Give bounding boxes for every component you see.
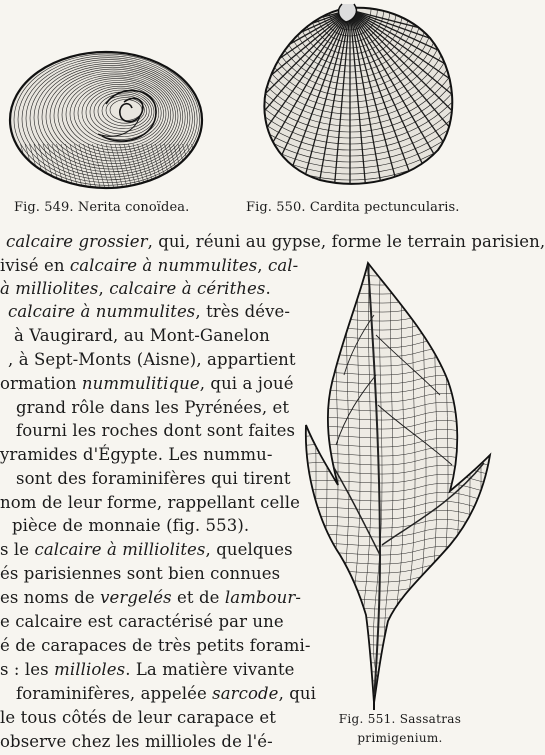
text-run: . La matière vivante xyxy=(125,660,295,679)
text-line: e calcaire est caractérisé par une xyxy=(0,612,284,631)
text-line: fourni les roches dont sont faites xyxy=(16,421,296,440)
figure-551-caption-line1: Fig. 551. Sassatras xyxy=(338,712,462,726)
term-italic: nummulitique xyxy=(81,374,200,393)
text-run: s : les xyxy=(0,660,55,679)
text-line xyxy=(0,659,295,681)
term-italic: calcaire à nummulites xyxy=(69,256,258,275)
text-line: sont des foraminifères qui tirent xyxy=(16,469,291,488)
text-line xyxy=(0,278,271,300)
text-run: , qui, réuni au gypse, forme le terrain parisien, xyxy=(147,232,545,251)
text-line: yramides d'Égypte. Les nummu- xyxy=(0,445,273,464)
text-run: et de xyxy=(171,588,225,607)
text-run: s le xyxy=(0,540,35,559)
text-line xyxy=(8,301,290,323)
text-line xyxy=(0,539,293,561)
figure-550-caption: Fig. 550. Cardita pectuncularis. xyxy=(246,200,460,215)
text-run: . xyxy=(265,279,271,298)
text-line xyxy=(0,255,298,277)
text-run: foraminifères, appelée xyxy=(16,684,213,703)
text-line xyxy=(16,683,316,705)
term-italic: vergelés xyxy=(100,588,172,607)
text-run: , quelques xyxy=(205,540,293,559)
text-line: le tous côtés de leur carapace et xyxy=(0,708,276,727)
figure-549-caption: Fig. 549. Nerita conoïdea. xyxy=(14,200,190,215)
text-line: nom de leur forme, rappellant celle xyxy=(0,493,300,512)
nerita-shell-engraving xyxy=(6,44,208,194)
term-italic: calcaire à milliolites xyxy=(34,540,206,559)
text-run: ormation xyxy=(0,374,82,393)
text-line xyxy=(6,231,545,253)
text-run: , xyxy=(257,256,268,275)
text-line: é de carapaces de très petits forami- xyxy=(0,636,311,655)
text-line xyxy=(0,373,294,395)
figure-551-caption-line2: primigenium. xyxy=(357,731,443,745)
text-line: és parisiennes sont bien connues xyxy=(0,564,281,583)
sassafras-leaf-engraving xyxy=(300,255,495,710)
text-line: à Vaugirard, au Mont-Ganelon xyxy=(14,326,270,345)
text-run: ivisé en xyxy=(0,256,70,275)
text-line xyxy=(0,587,301,609)
term-italic: calcaire grossier xyxy=(6,232,148,251)
term-italic: calcaire à nummulites xyxy=(8,302,196,321)
text-run: , qui xyxy=(278,684,317,703)
term-italic: lambour- xyxy=(224,588,302,607)
text-line: observe chez les millioles de l'é- xyxy=(0,732,273,751)
text-run: , qui a joué xyxy=(199,374,294,393)
text-run: , très déve- xyxy=(195,302,291,321)
term-italic: millioles xyxy=(54,660,126,679)
term-italic: sarcode xyxy=(212,684,279,703)
text-line: pièce de monnaie (fig. 553). xyxy=(12,516,250,535)
text-run: es noms de xyxy=(0,588,101,607)
term-italic: calcaire à cérithes xyxy=(109,279,266,298)
text-line: grand rôle dans les Pyrénées, et xyxy=(16,398,290,417)
term-italic: à milliolites xyxy=(0,279,99,298)
text-line: , à Sept-Monts (Aisne), appartient xyxy=(8,350,296,369)
term-italic: cal- xyxy=(267,256,299,275)
text-run: , xyxy=(98,279,110,298)
cardita-shell-engraving xyxy=(250,0,465,190)
